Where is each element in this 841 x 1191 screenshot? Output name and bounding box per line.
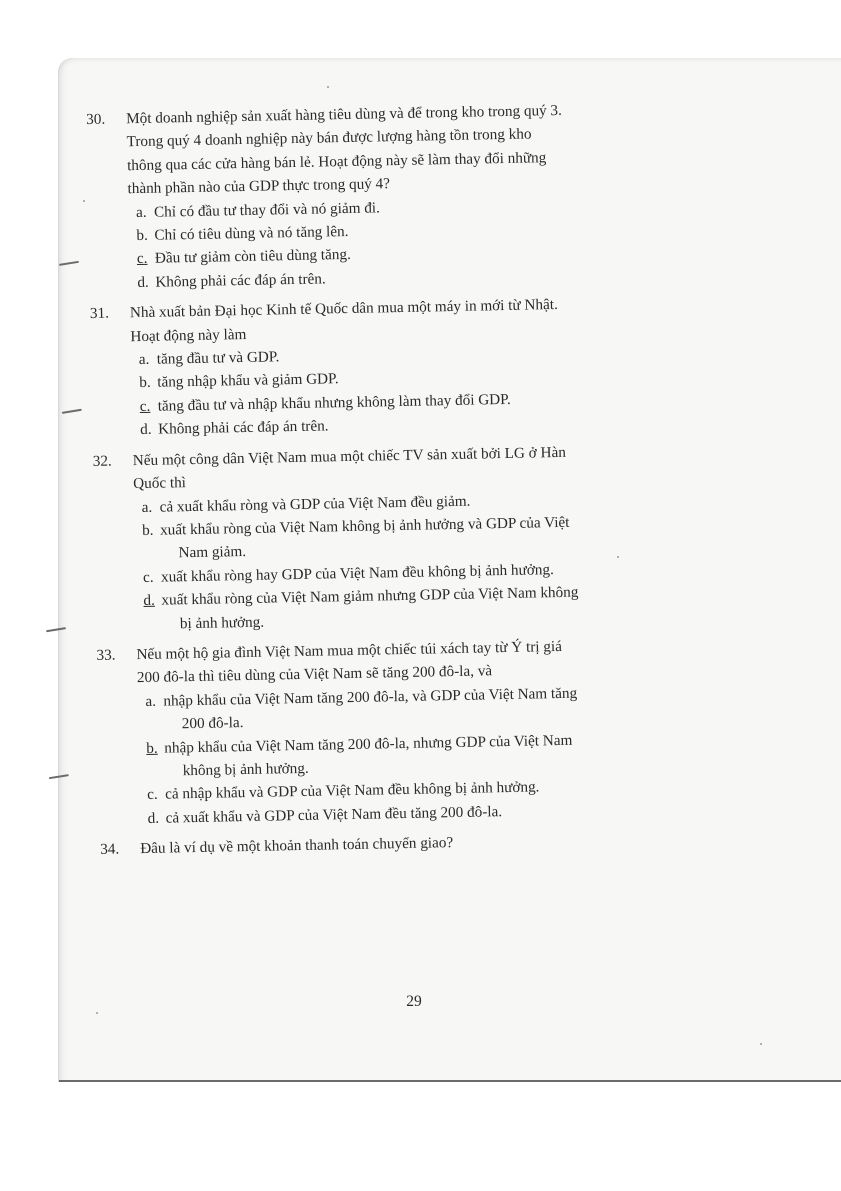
question-text: Nhà xuất bản Đại học Kinh tế Quốc dân mua một máy in mới từ Nhật. <box>129 296 558 322</box>
option-letter: a. <box>141 498 153 516</box>
option-letter: d. <box>137 273 149 291</box>
option-text: nhập khẩu của Việt Nam tăng 200 đô-la, và GDP của Việt Nam tăng <box>163 684 578 710</box>
option-text: không bị ảnh hưởng. <box>182 759 309 780</box>
question-indent <box>87 177 127 201</box>
question-number: 31. <box>89 304 110 323</box>
option-indent <box>146 713 164 737</box>
question-33 <box>96 632 709 831</box>
option-letter: b. <box>136 226 149 245</box>
option-letter: b. <box>139 374 151 392</box>
scan-speck <box>617 556 619 558</box>
option-text: cả xuất khẩu ròng và GDP của Việt Nam đều giảm. <box>159 492 471 516</box>
option-text: xuất khẩu ròng của Việt Nam giảm nhưng GDP của Việt Nam không <box>161 583 579 609</box>
option-letter: a. <box>138 350 150 369</box>
option-letter: d. <box>147 809 160 827</box>
question-number: 33. <box>96 646 116 664</box>
question-text: Đâu là ví dụ về một khoản thanh toán chuyển giao? <box>140 834 454 858</box>
question-32 <box>93 438 706 637</box>
option-letter: c. <box>142 568 154 586</box>
question-indent <box>87 154 127 178</box>
question-text: Nếu một công dân Việt Nam mua một chiếc TV sản xuất bởi LG ở Hàn <box>132 443 566 469</box>
scan-speck <box>327 86 329 88</box>
question-text: Trong quý 4 doanh nghiệp này bán được lượng hàng tồn trong kho <box>126 125 532 151</box>
option-letter: a. <box>135 203 147 221</box>
question-text: Quốc thì <box>133 474 187 493</box>
option-text: tăng đầu tư và GDP. <box>156 348 280 368</box>
option-text: Chỉ có đầu tư thay đổi và nó giảm đi. <box>153 199 381 221</box>
option-text: xuất khẩu ròng hay GDP của Việt Nam đều không bị ảnh hưởng. <box>160 560 554 586</box>
scan-speck <box>83 200 85 202</box>
question-list <box>86 96 710 861</box>
option-text: Đầu tư giảm còn tiêu dùng tăng. <box>154 246 351 268</box>
question-indent <box>86 131 126 155</box>
option-letter: d. <box>140 421 152 439</box>
option-text: nhập khẩu của Việt Nam tăng 200 đô-la, nhưng GDP của Việt Nam <box>164 731 573 757</box>
question-number: 32. <box>92 452 112 470</box>
question-text: Một doanh nghiệp sản xuất hàng tiêu dùng và để trong kho trong quý 3. <box>126 101 563 128</box>
option-text: xuất khẩu ròng của Việt Nam không bị ảnh hưởng và GDP của Việt <box>159 513 570 539</box>
question-indent <box>93 472 133 496</box>
option-text: 200 đô-la. <box>181 714 244 733</box>
question-30 <box>86 96 699 295</box>
question-number: 34. <box>100 840 120 859</box>
option-letter: d. <box>143 591 156 610</box>
option-text: Nam giảm. <box>178 543 247 562</box>
scan-speck <box>760 1043 762 1045</box>
option-text: tăng nhập khẩu và giảm GDP. <box>157 370 339 392</box>
option-letter: b. <box>146 739 158 757</box>
option-letter: b. <box>141 521 154 539</box>
option-text: tăng đầu tư và nhập khẩu nhưng không làm thay đổi GDP. <box>157 390 511 415</box>
option-letter: c. <box>136 250 148 268</box>
question-text: thông qua các cửa hàng bán lẻ. Hoạt động này sẽ làm thay đổi những <box>126 148 547 175</box>
question-text: 200 đô-la thì tiêu dùng của Việt Nam sẽ tăng 200 đô-la, và <box>136 662 493 687</box>
option-text: Chỉ có tiêu dùng và nó tăng lên. <box>154 223 349 244</box>
option-text: bị ảnh hưởng. <box>179 613 265 632</box>
option-indent <box>144 612 162 636</box>
option-indent <box>147 760 165 784</box>
question-indent <box>90 325 130 349</box>
question-text: thành phần nào của GDP thực trong quý 4? <box>127 175 391 198</box>
question-31 <box>90 291 703 443</box>
option-indent <box>142 542 160 566</box>
question-indent <box>97 666 137 690</box>
page-number: 29 <box>406 993 422 1010</box>
option-text: Không phải các đáp án trên. <box>158 417 329 438</box>
option-text: cả nhập khẩu và GDP của Việt Nam đều không bị ảnh hưởng. <box>165 778 540 803</box>
question-number: 30. <box>86 110 106 128</box>
question-text: Hoạt động này làm <box>130 325 247 345</box>
option-letter: c. <box>147 786 158 804</box>
option-letter: c. <box>139 397 151 415</box>
option-text: Không phải các đáp án trên. <box>155 270 326 291</box>
scan-speck <box>96 1012 98 1014</box>
question-text: Nếu một hộ gia đình Việt Nam mua một chiếc túi xách tay từ Ý trị giá <box>136 637 563 664</box>
option-text: cả xuất khẩu và GDP của Việt Nam đều tăng 200 đô-la. <box>165 802 503 827</box>
option-letter: a. <box>145 692 157 710</box>
